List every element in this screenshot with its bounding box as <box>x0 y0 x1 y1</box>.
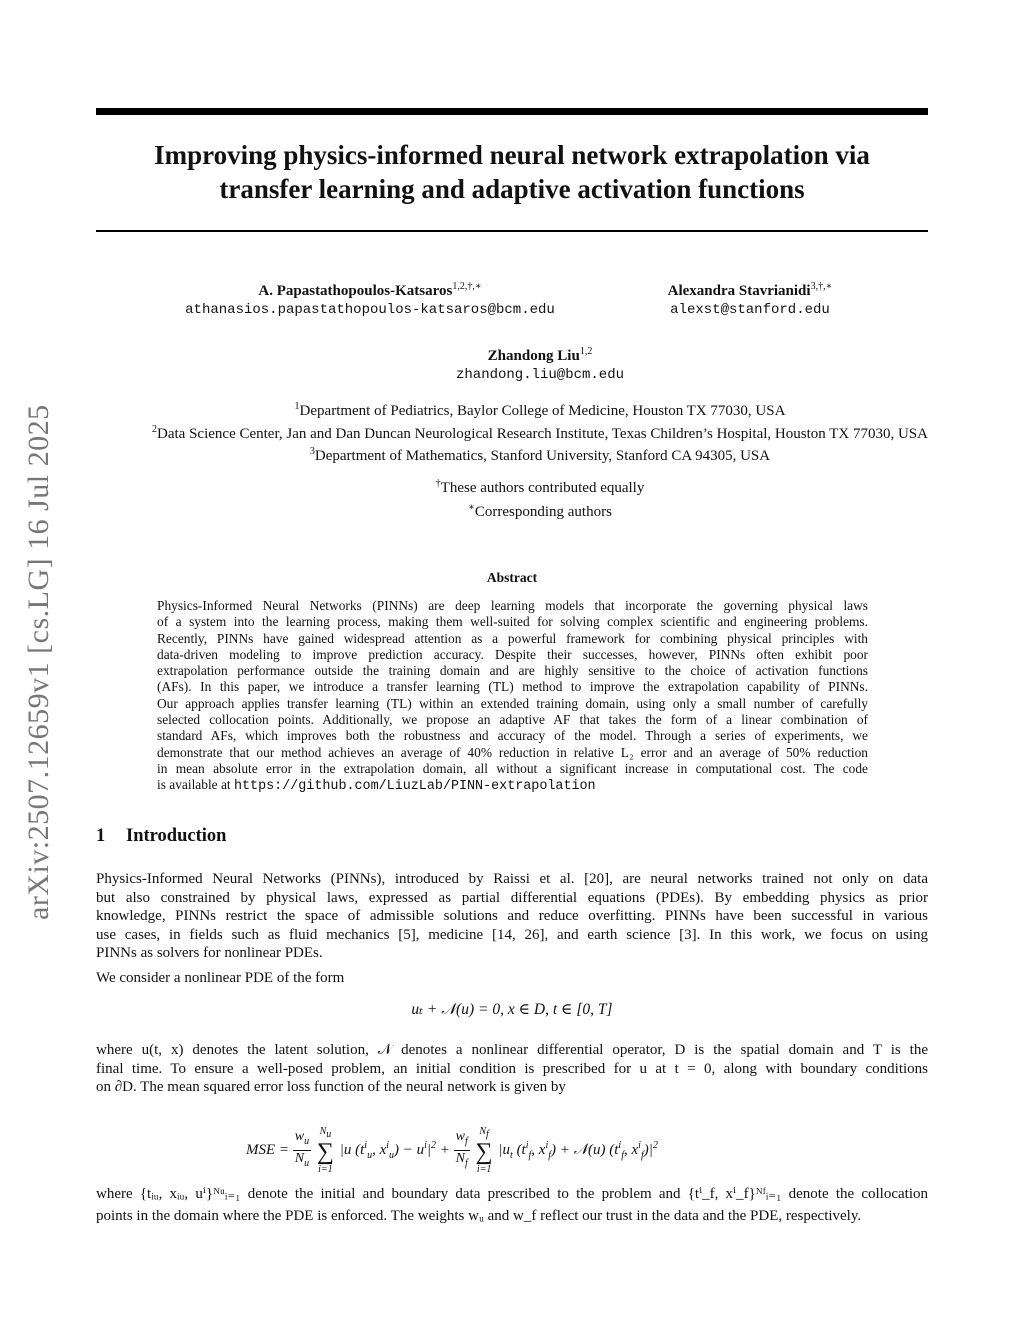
paragraph-line: but also constrained by physical laws, expressed as partial differential equations (PDEs). By embedding physics as prior <box>96 889 928 906</box>
final-paragraph <box>96 1182 928 1225</box>
author-name: A. Papastathopoulos-Katsaros <box>258 283 453 299</box>
affiliation: $^2$Data Science Center, Jan and Dan Duncan Neurological Research Institute, Texas Children’s Hospital, Houston TX 77030, USA <box>152 423 928 442</box>
author-name: Zhandong Liu <box>487 348 580 364</box>
paragraph-line: points in the domain where the PDE is enforced. The weights wᵤ and w_f reflect our trust in the data and the PDE, respectively. <box>96 1208 862 1224</box>
paragraph-line: Physics-Informed Neural Networks (PINNs), introduced by Raissi et al. [20], are neural networks trained not only on data <box>96 871 928 887</box>
abstract-code-line: is available at https://github.com/LiuzLab/PINN-extrapolation <box>157 777 596 795</box>
author-affil-marks: 1,2 <box>579 346 593 357</box>
paragraph-line: on ∂D. The mean squared error loss function of the neural network is given by <box>96 1079 566 1096</box>
abstract-body <box>157 598 868 796</box>
where-paragraph <box>96 1041 928 1097</box>
note-equal-contribution: †These authors contributed equally <box>435 478 645 496</box>
abstract-line: (AFs). In this paper, we introduce a transfer learning (TL) method to improve the extrapolation capability of PINNs. <box>157 679 868 695</box>
paragraph-line: PINNs as solvers for nonlinear PDEs. <box>96 945 323 962</box>
abstract-line: selected collocation points. Additionally, we propose an adaptive AF that takes the form of a linear combination of <box>157 712 868 728</box>
title-line-2: transfer learning and adaptive activation functions <box>219 174 805 204</box>
abstract-line: extrapolation performance outside the training domain and are highly sensitive to the choice of activation functions <box>157 663 868 679</box>
paragraph-line: We consider a nonlinear PDE of the form <box>96 970 345 986</box>
abstract-line: demonstrate that our method achieves an average of 40% reduction in relative L₂ error and an average of 50% reduction <box>157 744 868 760</box>
abstract-line: in mean absolute error in the extrapolation domain, all without a significant increase in computational cost. The code <box>157 760 868 776</box>
abstract-line: standard AFs, which improves both the robustness and accuracy of the model. Through a series of experiments, we <box>157 728 868 744</box>
title-top-rule <box>96 108 928 115</box>
mse-equation-body: MSE = $\frac{w_u}{N_u}$ $N_u$ ∑ i=1 |u ($t^i_u$, $x^i_u) - u^i|^2$ + $\frac{w_f}{N_f}$ $N_f$ ∑ i=1 $|u_t$ ($t^i_f$, $x^i_f$) + 𝒩(u) ($t^i_f$, $x^i_f)|^2$ <box>246 1126 658 1175</box>
intro-paragraph <box>96 870 928 963</box>
note-corresponding: ∗Corresponding authors <box>468 502 612 520</box>
abstract-line: data-driven modeling to improve prediction accuracy. Despite their successes, however, PINNs often exhibit poor <box>157 646 868 662</box>
arxiv-stamp: arXiv:2507.12659v1 [cs.LG] 16 Jul 2025 <box>22 404 55 921</box>
consider-paragraph <box>96 969 928 988</box>
code-link[interactable]: https://github.com/LiuzLab/PINN-extrapolation <box>233 779 596 795</box>
title-line-1: Improving physics-informed neural network extrapolation via <box>154 140 870 170</box>
author-name: Alexandra Stavrianidi <box>667 283 811 299</box>
paragraph-line: knowledge, PINNs restrict the space of admissible solutions and reduce overfitting. PINNs have been successful in various <box>96 908 928 925</box>
paragraph-line: where u(t, x) denotes the latent solution, 𝒩 denotes a nonlinear differential operator, D is the spatial domain and T is the <box>96 1042 928 1058</box>
author-email[interactable]: athanasios.papastathopoulos-katsaros@bcm.edu <box>185 302 555 318</box>
author-2 <box>600 277 900 320</box>
section-heading-introduction <box>96 826 226 847</box>
author-email[interactable]: alexst@stanford.edu <box>670 302 830 318</box>
author-email[interactable]: zhandong.liu@bcm.edu <box>455 367 625 383</box>
paragraph-line: use cases, in fields such as fluid mechanics [5], medicine [14, 26], and earth science [3]. In this work, we focus on using <box>96 926 928 943</box>
pde-equation: uₜ + 𝒩(u) = 0, x ∈ D, t ∈ [0, T] <box>411 1001 613 1018</box>
paragraph-line: final time. To ensure a well-posed problem, an initial condition is prescribed for u at t = 0, along with boundary conditions <box>96 1060 928 1077</box>
section-title: Introduction <box>126 826 227 846</box>
section-number: 1 <box>96 826 106 846</box>
abstract-line: of a system into the learning process, making them well-suited for solving complex scientific and engineering problems. <box>157 614 868 630</box>
author-affil-marks: 3,†,∗ <box>810 281 833 292</box>
affiliation: $^3$Department of Mathematics, Stanford University, Stanford CA 94305, USA <box>309 446 771 464</box>
title-bottom-rule <box>96 230 928 232</box>
affiliation: $^1$Department of Pediatrics, Baylor College of Medicine, Houston TX 77030, USA <box>294 401 786 419</box>
abstract-heading: Abstract <box>486 570 538 585</box>
affiliations <box>80 398 1000 466</box>
paragraph-line: where {tᵢᵤ, xᵢᵤ, uⁱ}ᴺᵘᵢ₌₁ denote the initial and boundary data prescribed to the problem and {tⁱ_f, xⁱ_f}ᴺᶠᵢ₌₁ denote the collocation <box>96 1186 928 1202</box>
mse-loss-equation <box>96 1106 928 1175</box>
abstract-line: Our approach applies transfer learning (TL) within an extended training domain, using only a small number of carefully <box>157 695 868 711</box>
author-affil-marks: 1,2,†,∗ <box>452 281 482 292</box>
abstract-line: Physics-Informed Neural Networks (PINNs) are deep learning models that incorporate the governing physical laws <box>157 598 868 613</box>
author-1 <box>170 277 570 320</box>
abstract-line: Recently, PINNs have gained widespread attention as a powerful framework for combining physical principles with <box>157 630 868 646</box>
author-3 <box>390 342 690 385</box>
author-notes <box>240 474 840 522</box>
paper-title <box>96 138 928 206</box>
